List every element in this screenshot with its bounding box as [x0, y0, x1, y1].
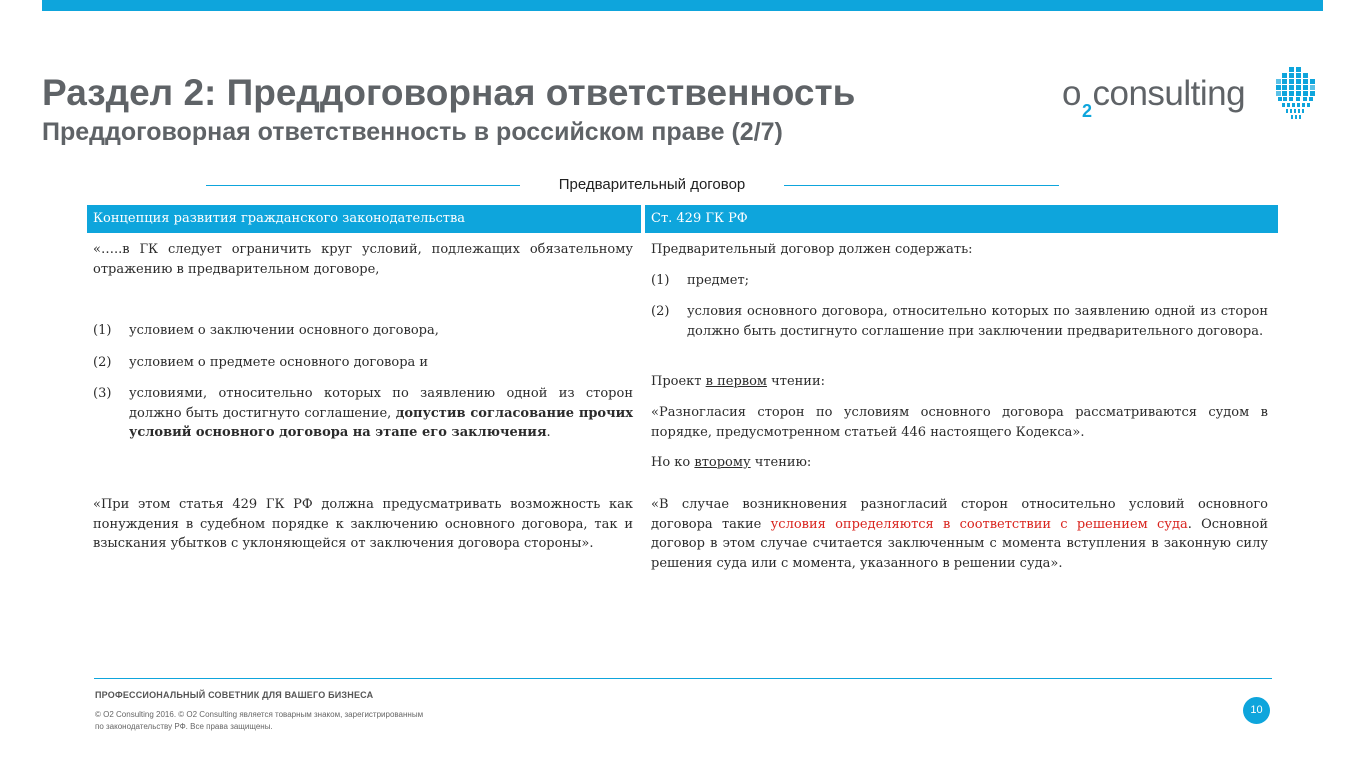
left-closing-quote: «При этом статья 429 ГК РФ должна предусматривать возможность как понуждения в судебном порядке к заключению основного договора, так и взыскания убытков с уклоняющейся от заключения договора стороны».	[93, 497, 633, 551]
section-label: Предварительный договор	[520, 176, 784, 193]
logo-subscript: 2	[1081, 101, 1092, 121]
list-number: (1)	[651, 273, 670, 288]
right-list-item	[651, 302, 1268, 341]
left-list-item	[93, 321, 633, 341]
reading-text: Проект	[651, 374, 706, 389]
list-number: (2)	[651, 304, 670, 319]
logo-o: o	[1062, 74, 1081, 113]
list-number: (1)	[93, 323, 112, 338]
list-text: условием о предмете основного договора и	[129, 355, 429, 370]
left-list-item	[93, 384, 633, 443]
right-list-item	[651, 271, 1268, 291]
second-reading-label	[651, 453, 1268, 473]
first-reading-label	[651, 372, 1268, 392]
logo-consulting: consulting	[1092, 74, 1246, 113]
footer-copyright: © O2 Consulting 2016. © O2 Consulting является товарным знаком, зарегистрированным по законодательству РФ. Все права защищены.	[95, 710, 424, 731]
quote-highlight: условия определяются в соответствии с решением суда	[770, 516, 1188, 532]
list-text-bold: допустив согласование прочих условий основного договора на этапе его заключения	[129, 405, 633, 440]
list-text-plain: условиями, относительно которых по заявлению одной из сторон должно быть достигнуто соглашение,	[129, 386, 633, 421]
list-text	[129, 384, 633, 443]
quote-text: . Основной договор в этом случае считается заключенным с момента вступления в законную силу решения суда или с момента, указанного в решении суда».	[651, 516, 1268, 571]
first-reading-quote: «Разногласия сторон по условиям основного договора рассматриваются судом в порядке, предусмотренном статьей 446 настоящего Кодекса».	[651, 405, 1268, 440]
reading-text: чтении:	[767, 374, 826, 389]
quote-text: «В случае возникновения разногласий сторон относительно условий основного договора такие	[651, 497, 1268, 532]
list-text: условия основного договора, относительно которых по заявлению одной из сторон должно быть достигнуто соглашение при заключении предварительного договора.	[687, 304, 1268, 339]
page-subtitle: Преддоговорная ответственность в российском праве (2/7)	[42, 118, 783, 146]
list-text-end: .	[546, 425, 551, 440]
reading-underlined: второму	[694, 455, 751, 470]
right-intro: Предварительный договор должен содержать:	[651, 242, 973, 257]
page-number-badge: 10	[1243, 697, 1270, 724]
left-column-header: Концепция развития гражданского законодательства	[87, 205, 641, 233]
second-reading-quote	[651, 495, 1268, 573]
company-logo	[1062, 70, 1324, 126]
footer-divider	[94, 678, 1272, 679]
page-title: Раздел 2: Преддоговорная ответственность	[42, 72, 856, 113]
reading-text: Но ко	[651, 455, 695, 470]
list-text: предмет;	[687, 273, 750, 288]
list-number: (3)	[93, 386, 112, 401]
footer-tagline: ПРОФЕССИОНАЛЬНЫЙ СОВЕТНИК ДЛЯ ВАШЕГО БИЗНЕСА	[95, 690, 374, 700]
logo-wordmark	[1062, 74, 1246, 121]
reading-text: чтению:	[750, 455, 812, 470]
left-intro: «…..в ГК следует ограничить круг условий, подлежащих обязательному отражению в предварительном договоре,	[93, 242, 633, 277]
list-text: условием о заключении основного договора,	[129, 323, 439, 338]
globe-grid-icon	[1272, 65, 1320, 123]
reading-underlined: в первом	[705, 374, 768, 389]
right-column-header: Ст. 429 ГК РФ	[645, 205, 1278, 233]
top-accent-bar	[42, 0, 1323, 11]
list-number: (2)	[93, 355, 112, 370]
left-list-item	[93, 353, 633, 373]
